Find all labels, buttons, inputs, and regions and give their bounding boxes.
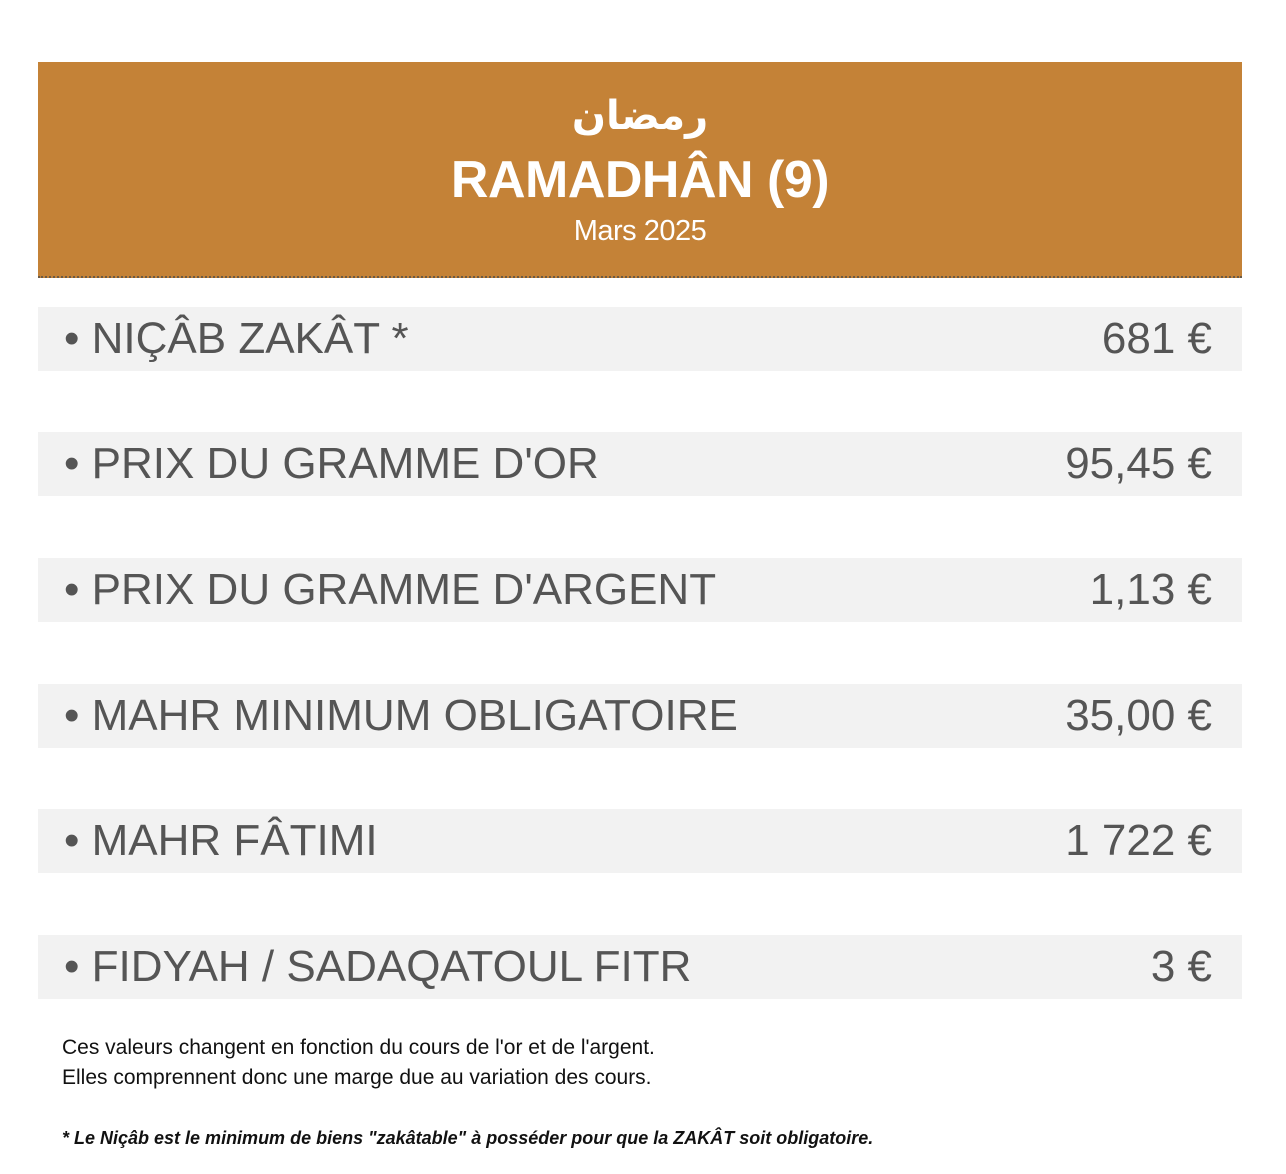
row-label: • MAHR MINIMUM OBLIGATOIRE bbox=[64, 691, 738, 740]
row-label: • PRIX DU GRAMME D'ARGENT bbox=[64, 565, 717, 614]
row-label: • PRIX DU GRAMME D'OR bbox=[64, 439, 599, 488]
row-mahr-minimum bbox=[38, 684, 1242, 748]
row-value: 1 722 € bbox=[1065, 816, 1212, 865]
month-title: RAMADHÂN (9) bbox=[450, 151, 830, 209]
row-value: 95,45 € bbox=[1065, 439, 1212, 488]
arabic-month-title: رمضان bbox=[571, 93, 709, 139]
row-label: • NIÇÂB ZAKÂT * bbox=[64, 314, 409, 363]
month-date: Mars 2025 bbox=[573, 215, 707, 247]
month-header bbox=[38, 62, 1242, 278]
row-label: • FIDYAH / SADAQATOUL FITR bbox=[64, 942, 692, 991]
note-line-1: Ces valeurs changent en fonction du cours de l'or et de l'argent. bbox=[62, 1036, 655, 1059]
row-value: 3 € bbox=[1150, 942, 1212, 991]
row-fidyah bbox=[38, 935, 1242, 999]
row-gold-price bbox=[38, 432, 1242, 496]
row-value: 681 € bbox=[1101, 314, 1212, 363]
row-silver-price bbox=[38, 558, 1242, 622]
footnote: * Le Niçâb est le minimum de biens "zakâtable" à posséder pour que la ZAKÂT soit obligatoire. bbox=[62, 1128, 874, 1148]
row-nicab-zakat bbox=[38, 307, 1242, 371]
row-label: • MAHR FÂTIMI bbox=[64, 816, 378, 865]
row-mahr-fatimi bbox=[38, 809, 1242, 873]
note-line-2: Elles comprennent donc une marge due au variation des cours. bbox=[62, 1066, 652, 1089]
row-value: 35,00 € bbox=[1065, 691, 1212, 740]
row-value: 1,13 € bbox=[1089, 565, 1212, 614]
